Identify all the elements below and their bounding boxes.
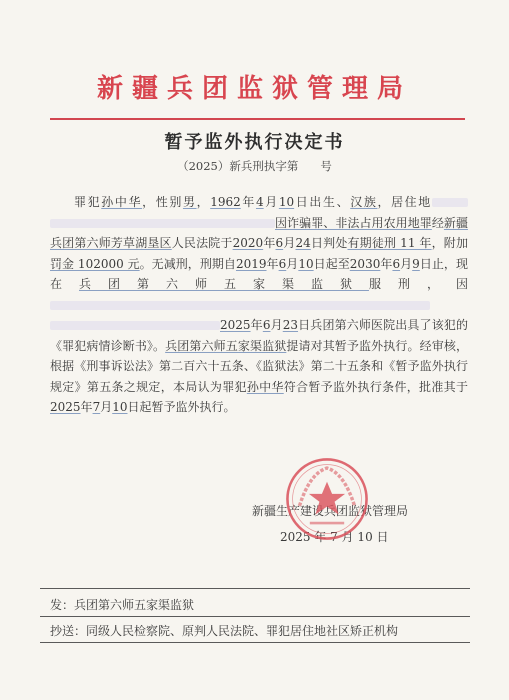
judgment-month: 6 (275, 236, 284, 250)
term-end-month: 6 (392, 256, 401, 271)
signing-date: 2025 年 7 月 10 日 (280, 530, 389, 544)
official-seal-icon (284, 456, 370, 542)
judgment-year: 2020 (232, 236, 264, 250)
cc-line (50, 622, 398, 639)
redaction-bar (50, 301, 430, 310)
approval-year: 2025 (50, 400, 81, 414)
signing-organization: 新疆生产建设兵团监狱管理局 (252, 504, 409, 518)
court-name: 新疆兵团第六师芳草湖垦区 (50, 215, 468, 250)
header-red-rule (50, 118, 465, 120)
footer-rule-bottom (40, 642, 470, 643)
birth-month: 4 (255, 195, 264, 209)
redaction-bar (50, 321, 220, 330)
criminal-name-2: 孙中华 (246, 379, 284, 394)
diagnosis-month: 6 (262, 318, 271, 332)
gender: 男 (182, 195, 197, 209)
cc-label: 抄送： (50, 624, 87, 638)
approval-month: 7 (92, 400, 101, 414)
approval-day: 10 (112, 400, 128, 414)
fine: 罚金 102000 元 (50, 256, 140, 271)
term-start-month: 6 (278, 256, 287, 271)
document-number-prefix: （2025）新兵刑执字第 (177, 159, 299, 173)
birth-year: 1962 (210, 195, 241, 209)
issuer-header: 新疆兵团监狱管理局 (96, 74, 412, 104)
birth-day: 10 (278, 195, 295, 209)
judgment-day: 24 (295, 236, 311, 250)
footer-rule-middle (40, 616, 470, 617)
document-number-suffix: 号 (320, 159, 332, 173)
redaction-bar (432, 198, 468, 207)
sentence: 有期徒刑 11 年 (347, 236, 432, 250)
prison-name: 兵团第六师五家渠监狱 (79, 277, 369, 291)
diagnosis-year: 2025 (220, 318, 251, 332)
diagnosis-day: 23 (282, 318, 299, 332)
body-text (50, 192, 468, 418)
ethnicity: 汉族 (350, 195, 378, 209)
term-end-year: 2030 (349, 256, 381, 271)
footer-rule-top (40, 588, 470, 589)
requesting-prison: 兵团第六师五家渠监狱 (165, 338, 287, 353)
document-number (0, 158, 509, 174)
term-start-year: 2019 (235, 256, 267, 271)
send-to-value: 兵团第六师五家渠监狱 (74, 598, 195, 612)
cc-value: 同级人民检察院、原判人民法院、罪犯居住地社区矫正机构 (86, 624, 399, 638)
body-paragraph: 罪犯孙中华，性别男，1962年4月10日出生、汉族，居住地因诈骗罪、非法占用农用地罪经新疆兵团第六师芳草湖垦区人民法院于2020年6月24日判处有期徒刑 11 年，附加罚金 102000 元。无减刑，刑期自2019年6月10日起至2030年6月9日止，现在兵团第六师五家渠监狱服刑，因2025年6月23日兵团第六师医院出具了该犯的《罪犯病情诊断书》。兵团第六师五家渠监狱提请对其暂予监外执行。经审核，根据《刑事诉讼法》第二百六十五条、《监狱法》第二十五条和《暂予监外执行规定》第五条之规定，本局认为罪犯孙中华符合暂予监外执行条件，批准其于2025年7月10日起暂予监外执行。 (50, 195, 468, 414)
crime-description: 因诈骗罪、非法占用农用地罪 (275, 215, 432, 230)
document-title: 暂予监外执行决定书 (164, 132, 345, 153)
redaction-bar (50, 219, 275, 228)
term-end-day: 9 (412, 256, 420, 271)
send-to-line (50, 596, 194, 613)
criminal-name: 孙中华 (101, 195, 143, 209)
term-start-day: 10 (298, 256, 314, 271)
send-to-label: 发： (50, 598, 75, 612)
